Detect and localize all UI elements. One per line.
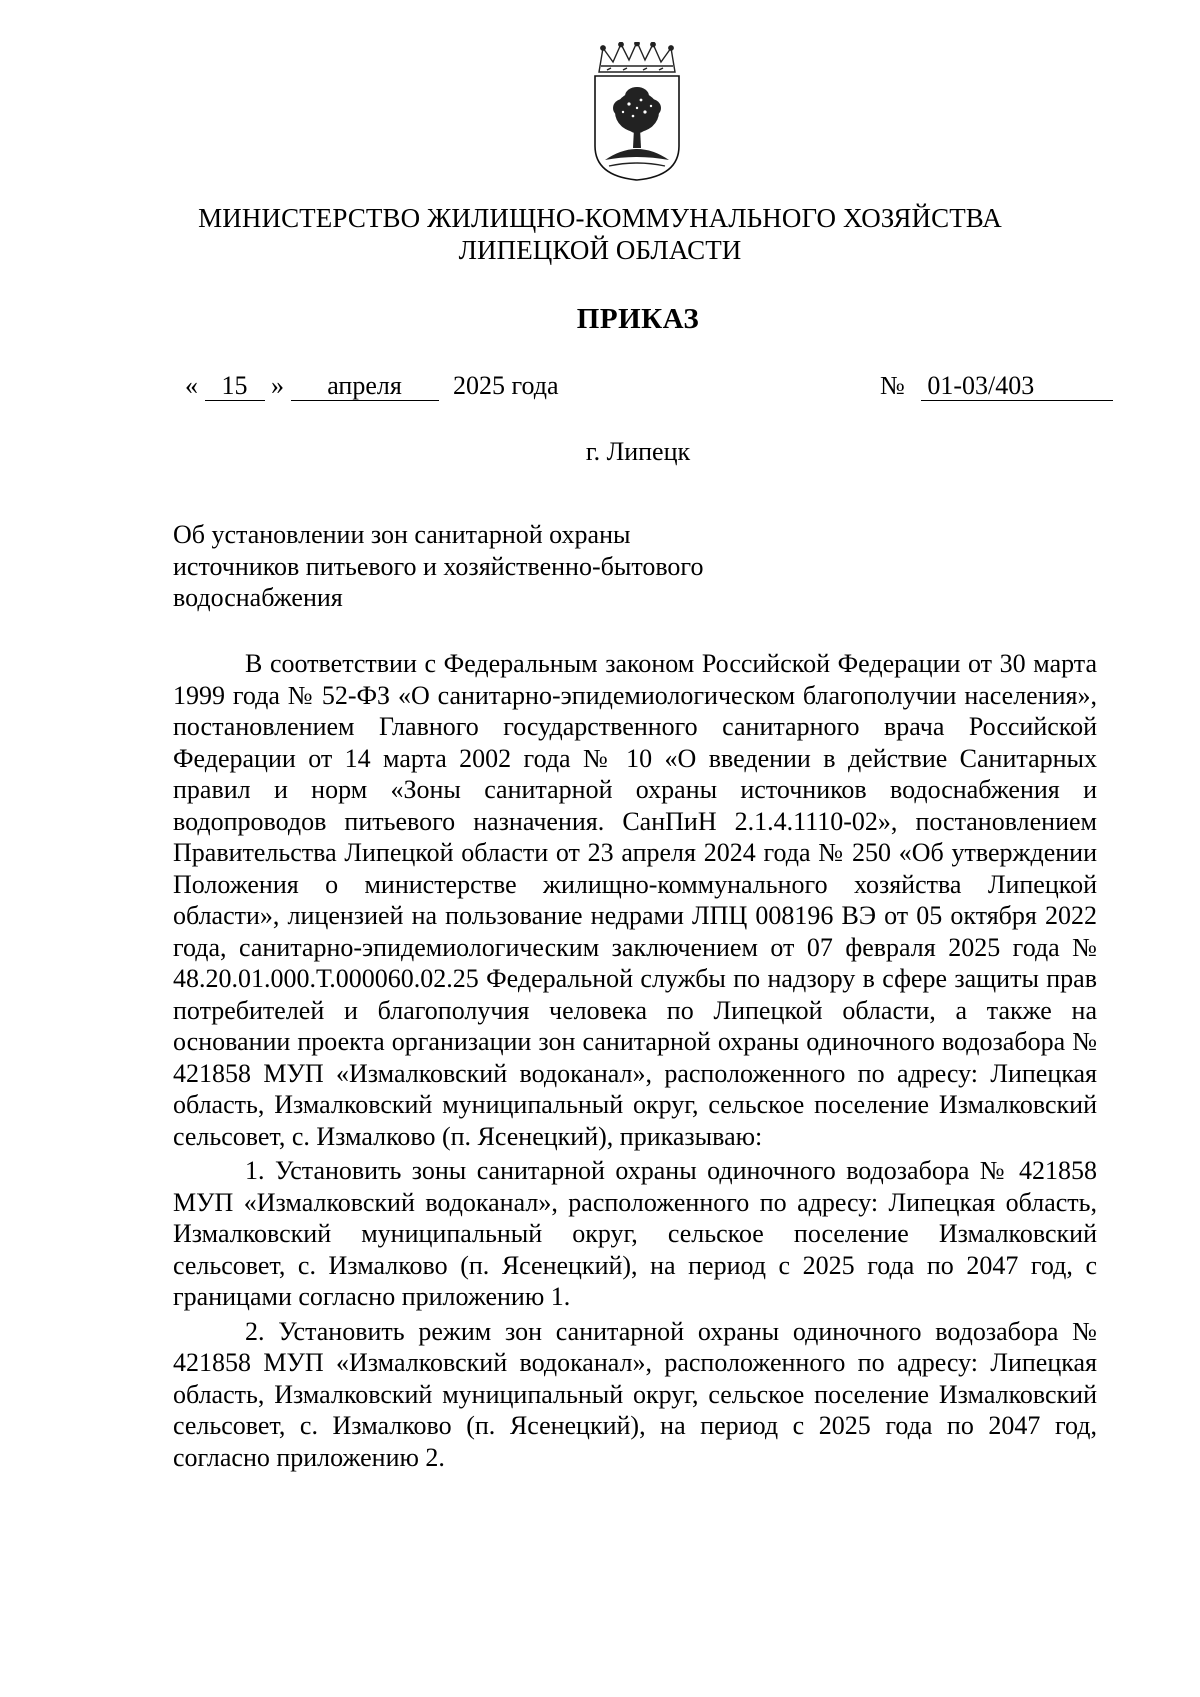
date-month: апреля <box>291 372 439 401</box>
order-item-1: 1. Установить зоны санитарной охраны одиночного водозабора № 421858 МУП «Измалковский водоканал», расположенного по адресу: Липецкая область, Измалковский муниципальный округ, сельское поселение Измалковский сельсовет, с. Измалково (п. Ясенецкий), на период с 2025 года по 2047 год, с границами согласно приложению 1. <box>173 1156 1097 1311</box>
order-number <box>880 370 1113 402</box>
subject-line2: источников питьевого и хозяйственно-бытового <box>173 551 704 581</box>
date-open-quote: « <box>185 371 198 400</box>
order-body <box>173 648 1097 1473</box>
order-number-value: 01-03/403 <box>921 372 1113 401</box>
order-subject <box>173 519 793 614</box>
coat-of-arms-icon <box>593 42 681 182</box>
number-sign: № <box>880 371 905 400</box>
date-close-quote: » <box>271 371 284 400</box>
date-year: 2025 года <box>453 371 559 400</box>
ministry-name-line1: МИНИСТЕРСТВО ЖИЛИЩНО-КОММУНАЛЬНОГО ХОЗЯЙСТВА <box>198 203 1002 233</box>
subject-line1: Об установлении зон санитарной охраны <box>173 520 631 549</box>
subject-line3: водоснабжения <box>173 583 343 612</box>
order-item-2: 2. Установить режим зон санитарной охраны одиночного водозабора № 421858 МУП «Измалковский водоканал», расположенного по адресу: Липецкая область, Измалковский муниципальный округ, сельское поселение Измалковский сельсовет, с. Измалково (п. Ясенецкий), на период с 2025 года по 2047 год, согласно приложению 2. <box>173 1316 1097 1472</box>
date-day: 15 <box>205 372 265 401</box>
ministry-name-line2: ЛИПЕЦКОЙ ОБЛАСТИ <box>458 235 742 265</box>
order-date <box>185 370 559 402</box>
document-type-title: ПРИКАЗ <box>576 303 700 335</box>
issue-city: г. Липецк <box>585 437 691 466</box>
preamble-paragraph: В соответствии с Федеральным законом Российской Федерации от 30 марта 1999 года № 52-ФЗ «О санитарно-эпидемиологическом благополучии населения», постановлением Главного государственного санитарного врача Российской Федерации от 14 марта 2002 года № 10 «О введении в действие Санитарных правил и норм «Зоны санитарной охраны источников водоснабжения и водопроводов питьевого назначения. СанПиН 2.1.4.1110-02», постановлением Правительства Липецкой области от 23 апреля 2024 года № 250 «Об утверждении Положения о министерстве жилищно-коммунального хозяйства Липецкой области», лицензией на пользование недрами ЛПЦ 008196 ВЭ от 05 октября 2022 года, санитарно-эпидемиологическим заключением от 07 февраля 2025 года № 48.20.01.000.Т.000060.02.25 Федеральной службы по надзору в сфере защиты прав потребителей и благополучия человека по Липецкой области, а также на основании проекта организации зон санитарной охраны одиночного водозабора № 421858 МУП «Измалковский водоканал», расположенного по адресу: Липецкая область, Измалковский муниципальный округ, сельское поселение Измалковский сельсовет, с. Измалково (п. Ясенецкий), приказываю: <box>173 649 1097 1151</box>
ministry-name <box>120 202 1080 266</box>
